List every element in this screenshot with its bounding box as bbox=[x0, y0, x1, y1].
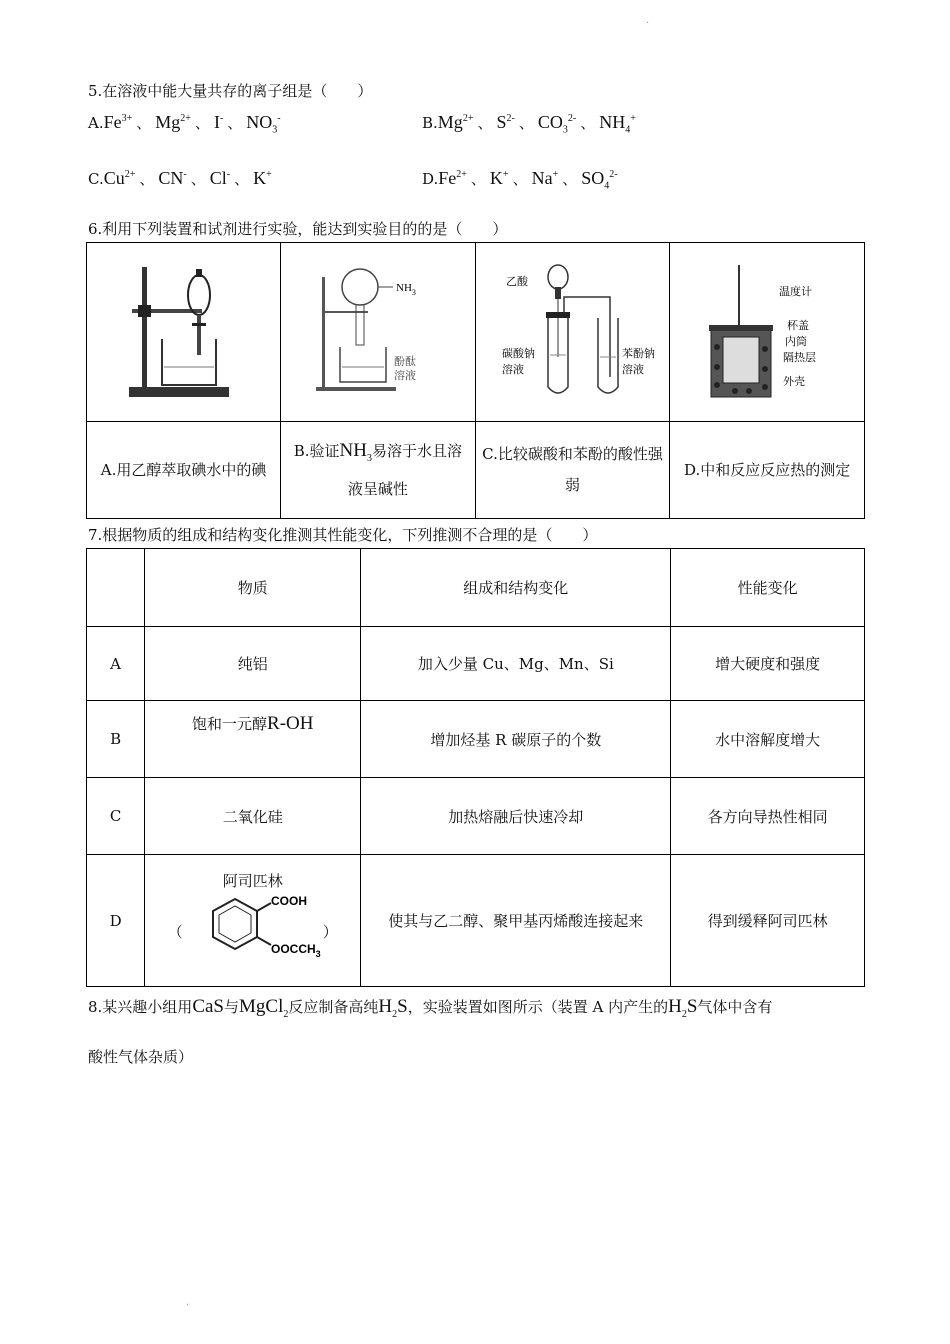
row-effect: 水中溶解度增大 bbox=[671, 701, 865, 778]
apparatus-a-cell bbox=[87, 243, 281, 422]
q5-option-d[interactable] bbox=[422, 168, 618, 192]
separator: 、 bbox=[562, 170, 578, 188]
q5-option-a[interactable] bbox=[88, 112, 281, 136]
option-d-caption[interactable]: D.中和反应反应热的测定 bbox=[670, 422, 865, 519]
row-change: 加热熔融后快速冷却 bbox=[361, 778, 671, 855]
separator: 、 bbox=[580, 114, 596, 132]
header-change: 组成和结构变化 bbox=[361, 549, 671, 627]
ion: CN- bbox=[158, 168, 187, 188]
ion: $CO_3^{2-}$ bbox=[537, 112, 577, 136]
option-letter: A. bbox=[88, 114, 104, 132]
label-sodium-phenoxide: 苯酚钠 bbox=[621, 347, 655, 360]
ion: $NO_3^-$ bbox=[246, 112, 281, 136]
row-change: 增加烃基 R 碳原子的个数 bbox=[361, 701, 671, 778]
apparatus-b-cell bbox=[281, 243, 476, 422]
ion: Na+ bbox=[531, 168, 559, 188]
product-h2s: $H_2S$ bbox=[378, 996, 408, 1020]
reagent-cas: CaS bbox=[192, 996, 224, 1017]
q8-stem-line1: 8.某兴趣小组用CaS与MgCl$_2$反应制备高纯$H_2S$，实验装置如图所示（装置 A 内产生的$H_2S$气体中含有 bbox=[88, 996, 773, 1020]
option-b-caption[interactable]: B.验证$NH_3$易溶于水且溶液呈碱性 bbox=[281, 422, 476, 519]
separatory-funnel-apparatus-icon bbox=[124, 257, 244, 407]
ion: $Fe^{3+}$ bbox=[103, 112, 133, 132]
ion: $Mg^{2+}$ bbox=[437, 112, 474, 132]
apparatus-d-cell bbox=[670, 243, 865, 422]
ion: I- bbox=[213, 112, 224, 132]
ester-label: $OOCCH_3$ bbox=[270, 942, 321, 959]
row-change: 使其与乙二醇、聚甲基丙烯酸连接起来 bbox=[361, 855, 671, 987]
label-shell: 外壳 bbox=[783, 375, 806, 388]
cooh-label: COOH bbox=[270, 894, 307, 908]
row-change: 加入少量 Cu、Mg、Mn、Si bbox=[361, 627, 671, 701]
reagent-mgcl2: MgCl$_2$ bbox=[239, 996, 289, 1020]
row-substance bbox=[145, 855, 361, 987]
table-row[interactable] bbox=[87, 627, 865, 701]
paren-open: （ bbox=[167, 922, 183, 941]
separator: 、 bbox=[477, 114, 493, 132]
aspirin-structure-icon bbox=[183, 891, 323, 971]
row-effect: 各方向导热性相同 bbox=[671, 778, 865, 855]
table-row[interactable] bbox=[87, 778, 865, 855]
q7-stem: 7.根据物质的组成和结构变化推测其性能变化，下列推测不合理的是（ ） bbox=[88, 526, 598, 544]
acid-strength-apparatus-icon bbox=[488, 257, 658, 407]
ion: $Mg^{2+}$ bbox=[155, 112, 191, 132]
page-mark-bottom: · bbox=[186, 1300, 190, 1311]
option-letter: C. bbox=[88, 170, 104, 188]
q6-stem: 6.利用下列装置和试剂进行实验，能达到实验目的的是（ ） bbox=[88, 220, 508, 238]
calorimeter-apparatus-icon bbox=[687, 257, 847, 407]
header-substance: 物质 bbox=[145, 549, 361, 627]
ion: K+ bbox=[253, 168, 272, 188]
separator: 、 bbox=[136, 114, 152, 132]
row-substance: 纯铝 bbox=[145, 627, 361, 701]
apparatus-c-cell bbox=[475, 243, 670, 422]
q5-stem: 5.在溶液中能大量共存的离子组是（ ） bbox=[88, 82, 373, 100]
separator: 、 bbox=[227, 114, 243, 132]
row-substance: 饱和一元醇R-OH bbox=[145, 701, 361, 778]
product-h2s-2: $H_2S$ bbox=[668, 996, 698, 1020]
ion: Cl- bbox=[209, 168, 231, 188]
option-c-caption[interactable]: C.比较碳酸和苯酚的酸性强弱 bbox=[475, 422, 670, 519]
fountain-apparatus-icon bbox=[298, 257, 458, 407]
q5-option-b[interactable] bbox=[422, 112, 636, 136]
ion: $NH_4^+$ bbox=[599, 112, 636, 136]
table-row[interactable] bbox=[87, 855, 865, 987]
ion: $SO_4^{2-}$ bbox=[581, 168, 618, 192]
separator: 、 bbox=[518, 114, 534, 132]
ion: K+ bbox=[489, 168, 509, 188]
label-solution: 溶液 bbox=[393, 369, 416, 382]
ion: $Fe^{2+}$ bbox=[438, 168, 467, 188]
row-key: B bbox=[87, 701, 145, 778]
option-letter: B. bbox=[422, 114, 438, 132]
aspirin-name: 阿司匹林 bbox=[222, 872, 283, 890]
separator: 、 bbox=[190, 170, 206, 188]
separator: 、 bbox=[470, 170, 486, 188]
label-insulation: 隔热层 bbox=[783, 351, 817, 364]
separator: 、 bbox=[139, 170, 155, 188]
header-effect: 性能变化 bbox=[671, 549, 865, 627]
label-left-solution: 溶液 bbox=[501, 363, 524, 376]
q8-stem-line2: 酸性气体杂质） bbox=[88, 1048, 194, 1066]
row-effect: 得到缓释阿司匹林 bbox=[671, 855, 865, 987]
table-row[interactable] bbox=[87, 701, 865, 778]
row-key: C bbox=[87, 778, 145, 855]
separator: 、 bbox=[512, 170, 528, 188]
ion: $S^{2-}$ bbox=[496, 112, 515, 132]
row-key: A bbox=[87, 627, 145, 701]
label-lid: 杯盖 bbox=[787, 319, 810, 332]
separator: 、 bbox=[234, 170, 250, 188]
label-phenolphthalein: 酚酞 bbox=[393, 355, 416, 368]
ion: $Cu^{2+}$ bbox=[103, 168, 136, 188]
label-thermometer: 温度计 bbox=[779, 285, 813, 298]
q5-option-c[interactable] bbox=[88, 168, 272, 189]
paren-close: ） bbox=[322, 922, 338, 941]
row-effect: 增大硬度和强度 bbox=[671, 627, 865, 701]
q6-apparatus-table bbox=[86, 242, 865, 519]
option-a-caption[interactable]: A.用乙醇萃取碘水中的碘 bbox=[87, 422, 281, 519]
label-sodium-carbonate: 碳酸钠 bbox=[501, 347, 535, 360]
label-acetic-acid: 乙酸 bbox=[505, 275, 528, 288]
label-inner-cup: 内筒 bbox=[785, 335, 808, 348]
row-key: D bbox=[87, 855, 145, 987]
row-substance: 二氧化硅 bbox=[145, 778, 361, 855]
option-letter: D. bbox=[422, 170, 439, 188]
page-mark-top: · bbox=[646, 18, 650, 29]
label-right-solution: 溶液 bbox=[621, 363, 644, 376]
label-nh3: $NH_3$ bbox=[395, 282, 416, 297]
header-blank bbox=[87, 549, 145, 627]
separator: 、 bbox=[194, 114, 210, 132]
q7-table bbox=[86, 548, 865, 987]
